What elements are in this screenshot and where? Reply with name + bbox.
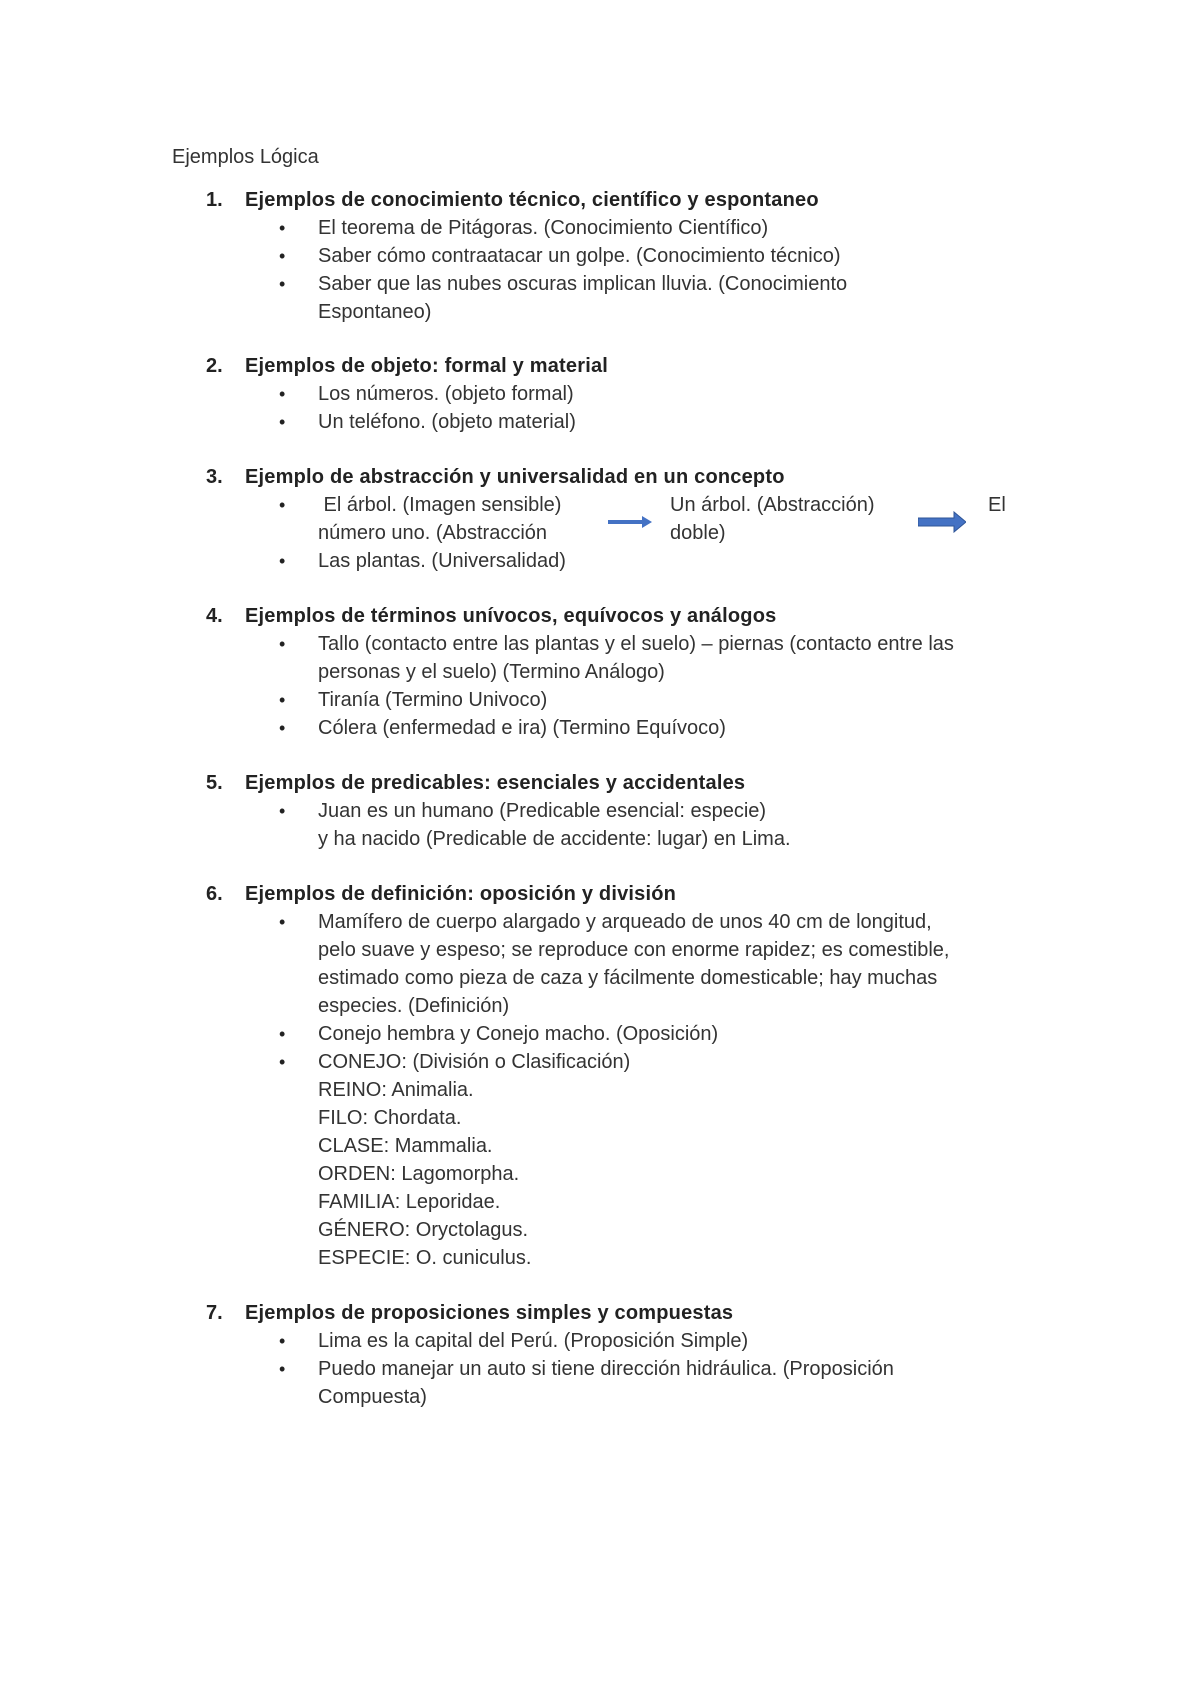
bullet-icon: • bbox=[279, 801, 286, 821]
section-6-line-6: CONEJO: (División o Clasificación) bbox=[318, 1051, 631, 1073]
bullet-icon: • bbox=[279, 690, 286, 710]
section-5-line-2: y ha nacido (Predicable de accidente: lugar) en Lima. bbox=[318, 828, 791, 850]
section-4-line-4: Cólera (enfermedad e ira) (Termino Equívoco) bbox=[318, 717, 726, 739]
concept-number-one: número uno. (Abstracción bbox=[318, 522, 548, 544]
section-4-line-1: Tallo (contacto entre las plantas y el suelo) – piernas (contacto entre las bbox=[318, 633, 954, 655]
document-title: Ejemplos Lógica bbox=[172, 146, 319, 168]
section-2-heading: Ejemplos de objeto: formal y material bbox=[245, 355, 609, 377]
concept-el: El bbox=[988, 494, 1006, 516]
section-5-line-1: Juan es un humano (Predicable esencial: especie) bbox=[318, 800, 767, 822]
taxonomy-genus: GÉNERO: Oryctolagus. bbox=[318, 1219, 529, 1241]
section-7-line-2: Puedo manejar un auto si tiene dirección hidráulica. (Proposición bbox=[318, 1358, 894, 1380]
section-4-line-2: personas y el suelo) (Termino Análogo) bbox=[318, 661, 665, 683]
section-6-line-4: especies. (Definición) bbox=[318, 995, 510, 1017]
bullet-icon: • bbox=[279, 718, 286, 738]
taxonomy-order: ORDEN: Lagomorpha. bbox=[318, 1163, 520, 1185]
concept-sensible-image: El árbol. (Imagen sensible) bbox=[318, 494, 562, 516]
taxonomy-class: CLASE: Mammalia. bbox=[318, 1135, 493, 1157]
arrow-right-icon bbox=[918, 511, 966, 533]
bullet-icon: • bbox=[279, 551, 286, 571]
section-6-line-5: Conejo hembra y Conejo macho. (Oposición) bbox=[318, 1023, 719, 1045]
section-4-number: 4. bbox=[206, 605, 223, 627]
concept-abstraction: Un árbol. (Abstracción) bbox=[670, 494, 875, 516]
bullet-icon: • bbox=[279, 495, 286, 515]
section-2-line-2: Un teléfono. (objeto material) bbox=[318, 411, 576, 433]
concept-doble: doble) bbox=[670, 522, 726, 544]
arrow-right-icon bbox=[608, 514, 652, 530]
section-6-line-1: Mamífero de cuerpo alargado y arqueado de unos 40 cm de longitud, bbox=[318, 911, 932, 933]
bullet-icon: • bbox=[279, 912, 286, 932]
section-5-heading: Ejemplos de predicables: esenciales y accidentales bbox=[245, 772, 746, 794]
bullet-icon: • bbox=[279, 634, 286, 654]
section-3-number: 3. bbox=[206, 466, 223, 488]
bullet-icon: • bbox=[279, 1331, 286, 1351]
section-5-number: 5. bbox=[206, 772, 223, 794]
bullet-icon: • bbox=[279, 412, 286, 432]
taxonomy-family: FAMILIA: Leporidae. bbox=[318, 1191, 501, 1213]
bullet-icon: • bbox=[279, 1024, 286, 1044]
section-3-heading: Ejemplo de abstracción y universalidad en un concepto bbox=[245, 466, 785, 488]
section-1-line-3: Saber que las nubes oscuras implican lluvia. (Conocimiento bbox=[318, 273, 848, 295]
section-6-line-3: estimado como pieza de caza y fácilmente domesticable; hay muchas bbox=[318, 967, 938, 989]
section-1-number: 1. bbox=[206, 189, 223, 211]
bullet-icon: • bbox=[279, 274, 286, 294]
section-1-line-4: Espontaneo) bbox=[318, 301, 432, 323]
section-4-line-3: Tiranía (Termino Univoco) bbox=[318, 689, 548, 711]
section-4-heading: Ejemplos de términos unívocos, equívocos y análogos bbox=[245, 605, 777, 627]
section-7-line-3: Compuesta) bbox=[318, 1386, 427, 1408]
taxonomy-kingdom: REINO: Animalia. bbox=[318, 1079, 474, 1101]
section-1-line-2: Saber cómo contraatacar un golpe. (Conocimiento técnico) bbox=[318, 245, 841, 267]
section-6-line-2: pelo suave y espeso; se reproduce con enorme rapidez; es comestible, bbox=[318, 939, 950, 961]
bullet-icon: • bbox=[279, 1359, 286, 1379]
bullet-icon: • bbox=[279, 218, 286, 238]
taxonomy-species: ESPECIE: O. cuniculus. bbox=[318, 1247, 532, 1269]
section-7-heading: Ejemplos de proposiciones simples y compuestas bbox=[245, 1302, 734, 1324]
section-1-heading: Ejemplos de conocimiento técnico, científico y espontaneo bbox=[245, 189, 819, 211]
section-6-number: 6. bbox=[206, 883, 223, 905]
bullet-icon: • bbox=[279, 246, 286, 266]
bullet-icon: • bbox=[279, 1052, 286, 1072]
section-6-heading: Ejemplos de definición: oposición y división bbox=[245, 883, 677, 905]
section-2-number: 2. bbox=[206, 355, 223, 377]
section-2-line-1: Los números. (objeto formal) bbox=[318, 383, 574, 405]
taxonomy-phylum: FILO: Chordata. bbox=[318, 1107, 462, 1129]
section-1-line-1: El teorema de Pitágoras. (Conocimiento Científico) bbox=[318, 217, 769, 239]
section-7-number: 7. bbox=[206, 1302, 223, 1324]
section-7-line-1: Lima es la capital del Perú. (Proposición Simple) bbox=[318, 1330, 749, 1352]
section-3-line-1: Las plantas. (Universalidad) bbox=[318, 550, 566, 572]
bullet-icon: • bbox=[279, 384, 286, 404]
